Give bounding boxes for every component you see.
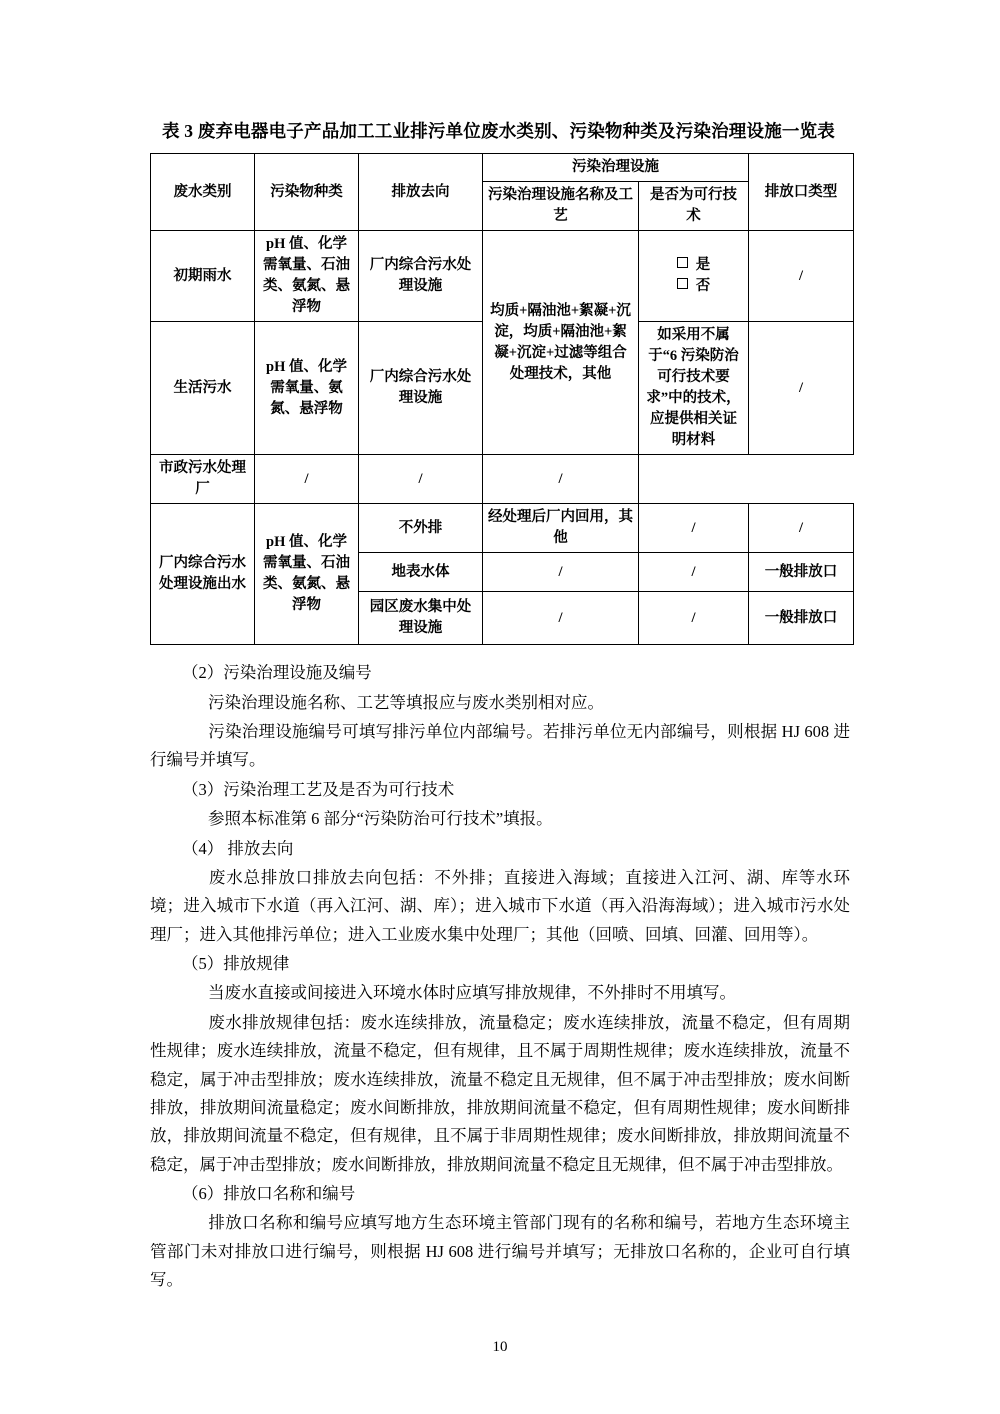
paragraph-2b-text: 污染治理设施编号可填写排污单位内部编号。若排污单位无内部编号，则根据 HJ 608 进行编号并填写。 (150, 722, 850, 770)
cell-facility-5: / (483, 553, 639, 592)
feasible-yes-label: 是 (695, 257, 711, 274)
cell-feasible-note: 如采用不属于“6 污染防治可行技术要求”中的技术，应提供相关证明材料 (639, 322, 749, 455)
cell-feasible-5: / (639, 553, 749, 592)
paragraph-heading-5: （5）排放规律 (182, 954, 290, 974)
header-wastewater-type: 废水类别 (151, 154, 255, 231)
header-facility-name-process: 污染治理设施名称及工艺 (483, 182, 639, 231)
header-treatment-facility-group: 污染治理设施 (483, 154, 749, 182)
checkbox-icon[interactable] (677, 278, 688, 289)
cell-discharge-destination-6: 园区废水集中处理设施 (359, 592, 483, 645)
cell-discharge-destination-1: 厂内综合污水处理设施 (359, 231, 483, 322)
cell-outlet-type-5: 一般排放口 (749, 553, 854, 592)
cell-feasible-4: / (639, 504, 749, 553)
paragraph-heading-3: （3）污染治理工艺及是否为可行技术 (182, 779, 455, 799)
feasible-option-yes[interactable] (643, 255, 744, 276)
paragraph-4a (150, 864, 850, 949)
paragraph-2a: 污染治理设施名称、工艺等填报应与废水类别相对应。 (208, 692, 604, 712)
paragraph-4a-text: 废水总排放口排放去向包括：不外排；直接进入海域；直接进入江河、湖、库等水环境；进入城市下水道（再入江河、湖、库）；进入城市下水道（再入沿海海域）；进入城市污水处理厂；进入其他排污单位；进入工业废水集中处理厂；其他（回喷、回填、回灌、回用等）。 (150, 867, 850, 944)
cell-pollutant-type-2: pH 值、化学需氧量、氨氮、悬浮物 (255, 322, 359, 455)
header-outlet-type: 排放口类型 (749, 154, 854, 231)
cell-facility-3: / (255, 455, 359, 504)
paragraph-5b (150, 1009, 850, 1179)
table-title: 表 3 废弃电器电子产品加工工业排污单位废水类别、污染物种类及污染治理设施一览表 (162, 121, 835, 141)
cell-pollutant-type-4: pH 值、化学需氧量、石油类、氨氮、悬浮物 (255, 504, 359, 645)
paragraph-2b (150, 718, 850, 775)
table-row (151, 231, 854, 322)
page-number: 10 (492, 1339, 508, 1355)
paragraph-heading-4: （4） 排放去向 (182, 838, 294, 858)
cell-feasible-options (639, 231, 749, 322)
cell-wastewater-type-2: 生活污水 (151, 322, 255, 455)
cell-wastewater-type-1: 初期雨水 (151, 231, 255, 322)
paragraph-heading-6: （6）排放口名称和编号 (182, 1184, 356, 1204)
header-discharge-destination: 排放去向 (359, 154, 483, 231)
cell-outlet-type-2: / (749, 322, 854, 455)
cell-feasible-3: / (359, 455, 483, 504)
table-row (151, 504, 854, 553)
cell-facility-6: / (483, 592, 639, 645)
cell-discharge-destination-3: 市政污水处理厂 (151, 455, 255, 504)
feasible-option-no[interactable] (643, 276, 744, 297)
table-row (151, 455, 854, 504)
cell-facility-merged: 均质+隔油池+絮凝+沉淀，均质+隔油池+絮凝+沉淀+过滤等组合处理技术，其他 (483, 231, 639, 455)
paragraph-heading-2: （2）污染治理设施及编号 (182, 663, 372, 683)
cell-outlet-type-6: 一般排放口 (749, 592, 854, 645)
cell-facility-4: 经处理后厂内回用，其他 (483, 504, 639, 553)
feasible-no-label: 否 (695, 278, 711, 295)
checkbox-icon[interactable] (677, 257, 688, 268)
cell-discharge-destination-5: 地表水体 (359, 553, 483, 592)
wastewater-table (150, 153, 854, 645)
paragraph-5a: 当废水直接或间接进入环境水体时应填写排放规律，不外排时不用填写。 (208, 983, 736, 1003)
cell-wastewater-type-4: 厂内综合污水处理设施出水 (151, 504, 255, 645)
cell-discharge-destination-2: 厂内综合污水处理设施 (359, 322, 483, 455)
cell-pollutant-type-1: pH 值、化学需氧量、石油类、氨氮、悬浮物 (255, 231, 359, 322)
table-header-row-1 (151, 154, 854, 182)
cell-outlet-type-1: / (749, 231, 854, 322)
cell-feasible-6: / (639, 592, 749, 645)
header-is-feasible-tech: 是否为可行技术 (639, 182, 749, 231)
cell-discharge-destination-4: 不外排 (359, 504, 483, 553)
paragraph-6a-text: 排放口名称和编号应填写地方生态环境主管部门现有的名称和编号，若地方生态环境主管部门未对排放口进行编号，则根据 HJ 608 进行编号并填写；无排放口名称的，企业可自行填写。 (150, 1213, 850, 1290)
cell-outlet-type-3: / (483, 455, 639, 504)
paragraph-6a (150, 1209, 850, 1294)
header-pollutant-type: 污染物种类 (255, 154, 359, 231)
paragraph-5b-text: 废水排放规律包括：废水连续排放，流量稳定；废水连续排放，流量不稳定，但有周期性规律；废水连续排放，流量不稳定，但有规律，且不属于周期性规律；废水连续排放，流量不稳定，属于冲击型排放；废水连续排放，流量不稳定且无规律，但不属于冲击型排放；废水间断排放，排放期间流量稳定；废水间断排放，排放期间流量不稳定，但有周期性规律；废水间断排放，排放期间流量不稳定，但有规律，且不属于非周期性规律；废水间断排放，排放期间流量不稳定，属于冲击型排放；废水间断排放，排放期间流量不稳定且无规律，但不属于冲击型排放。 (150, 1012, 850, 1174)
paragraph-3a: 参照本标准第 6 部分“污染防治可行技术”填报。 (208, 809, 553, 829)
body-content (150, 659, 850, 1294)
cell-outlet-type-4: / (749, 504, 854, 553)
